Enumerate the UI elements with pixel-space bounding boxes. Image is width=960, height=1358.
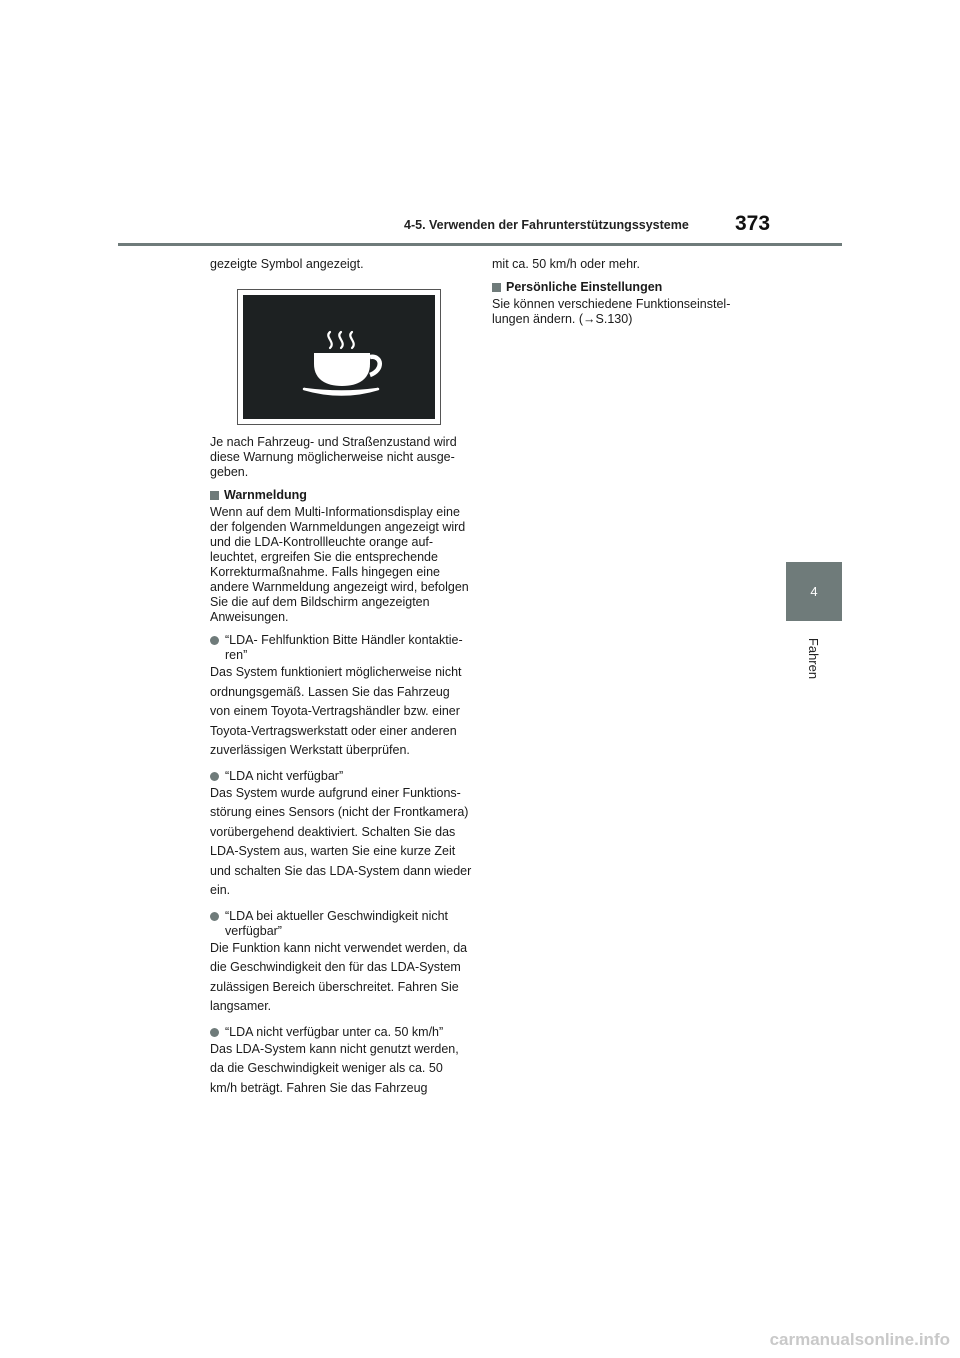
bullet-item (210, 1025, 472, 1040)
circle-bullet-icon (210, 636, 219, 645)
bullet-title: “LDA bei aktueller Geschwindigkeit nicht verfügbar” (225, 908, 449, 938)
warning-heading (210, 488, 472, 503)
left-column (210, 257, 472, 1098)
section-title: 4-5. Verwenden der Fahrunterstützungssysteme (404, 218, 689, 232)
bullet-title: “LDA nicht verfügbar” (225, 768, 344, 783)
bullet-description: Das LDA-System kann nicht genutzt werden, da die Geschwindigkeit weniger als ca. 50 km/h beträgt. Fahren Sie das Fahrzeug (210, 1041, 459, 1095)
chapter-tab[interactable]: 4 (786, 562, 842, 621)
circle-bullet-icon (210, 772, 219, 781)
warning-text: Wenn auf dem Multi-Informationsdisplay eine der folgenden Warnmeldungen angezeigt wird und die LDA-Kontrollleuchte orange aufleuchtet, ergreifen Sie die entsprechende Korrekturmaßnahme. Falls hingegen eine andere Warnmeldung angezeigt wird, befolgen Sie die auf dem Bildschirm angezeigten Anweisungen. (210, 505, 469, 624)
bullet-item (210, 769, 472, 784)
coffee-cup-icon (238, 290, 442, 426)
page-number: 373 (735, 212, 771, 235)
right-column (492, 257, 754, 327)
chapter-label (786, 628, 842, 688)
bullet-description: Die Funktion kann nicht verwendet werden, da die Geschwindigkeit den für das LDA-System zulässigen Bereich überschreitet. Fahren Sie langsamer. (210, 940, 468, 1013)
watermark: carmanualsonline.info (769, 1330, 950, 1349)
bullet-title: “LDA nicht verfügbar unter ca. 50 km/h” (225, 1024, 444, 1039)
bullet-title: “LDA- Fehlfunktion Bitte Händler kontaktieren” (225, 633, 463, 662)
warning-display-figure (237, 289, 441, 425)
bullet-description: Das System wurde aufgrund einer Funktionsstörung eines Sensors (nicht der Frontkamera) vorübergehend deaktiviert. Schalten Sie das LDA-System aus, warten Sie eine kurze Zeit und schalten Sie das LDA-System dann wieder ein. (210, 785, 472, 897)
settings-heading-text: Persönliche Einstellungen (506, 280, 663, 294)
settings-text: Sie können verschiedene Funktionseinstellungen ändern. (→S.130) (492, 297, 731, 326)
circle-bullet-icon (210, 912, 219, 921)
bullet-item (210, 909, 472, 939)
bullet-item (210, 633, 472, 663)
continuation-text: mit ca. 50 km/h oder mehr. (492, 257, 640, 271)
bullet-description: Das System funktioniert möglicherweise nicht ordnungsgemäß. Lassen Sie das Fahrzeug von einem Toyota-Vertragshändler bzw. einer Toyota-Vertragswerkstatt oder einer anderen zuverlässigen Werkstatt überprüfen. (210, 665, 462, 757)
square-bullet-icon (210, 491, 219, 500)
square-bullet-icon (492, 283, 501, 292)
settings-heading (492, 280, 754, 295)
intro-text: gezeigte Symbol angezeigt. (210, 257, 364, 271)
note-text: Je nach Fahrzeug- und Straßenzustand wird diese Warnung möglicherweise nicht ausgegeben. (210, 435, 457, 479)
circle-bullet-icon (210, 1028, 219, 1037)
chapter-label-text: Fahren (806, 637, 822, 679)
header-divider (118, 243, 842, 246)
warning-heading-text: Warnmeldung (224, 488, 307, 502)
